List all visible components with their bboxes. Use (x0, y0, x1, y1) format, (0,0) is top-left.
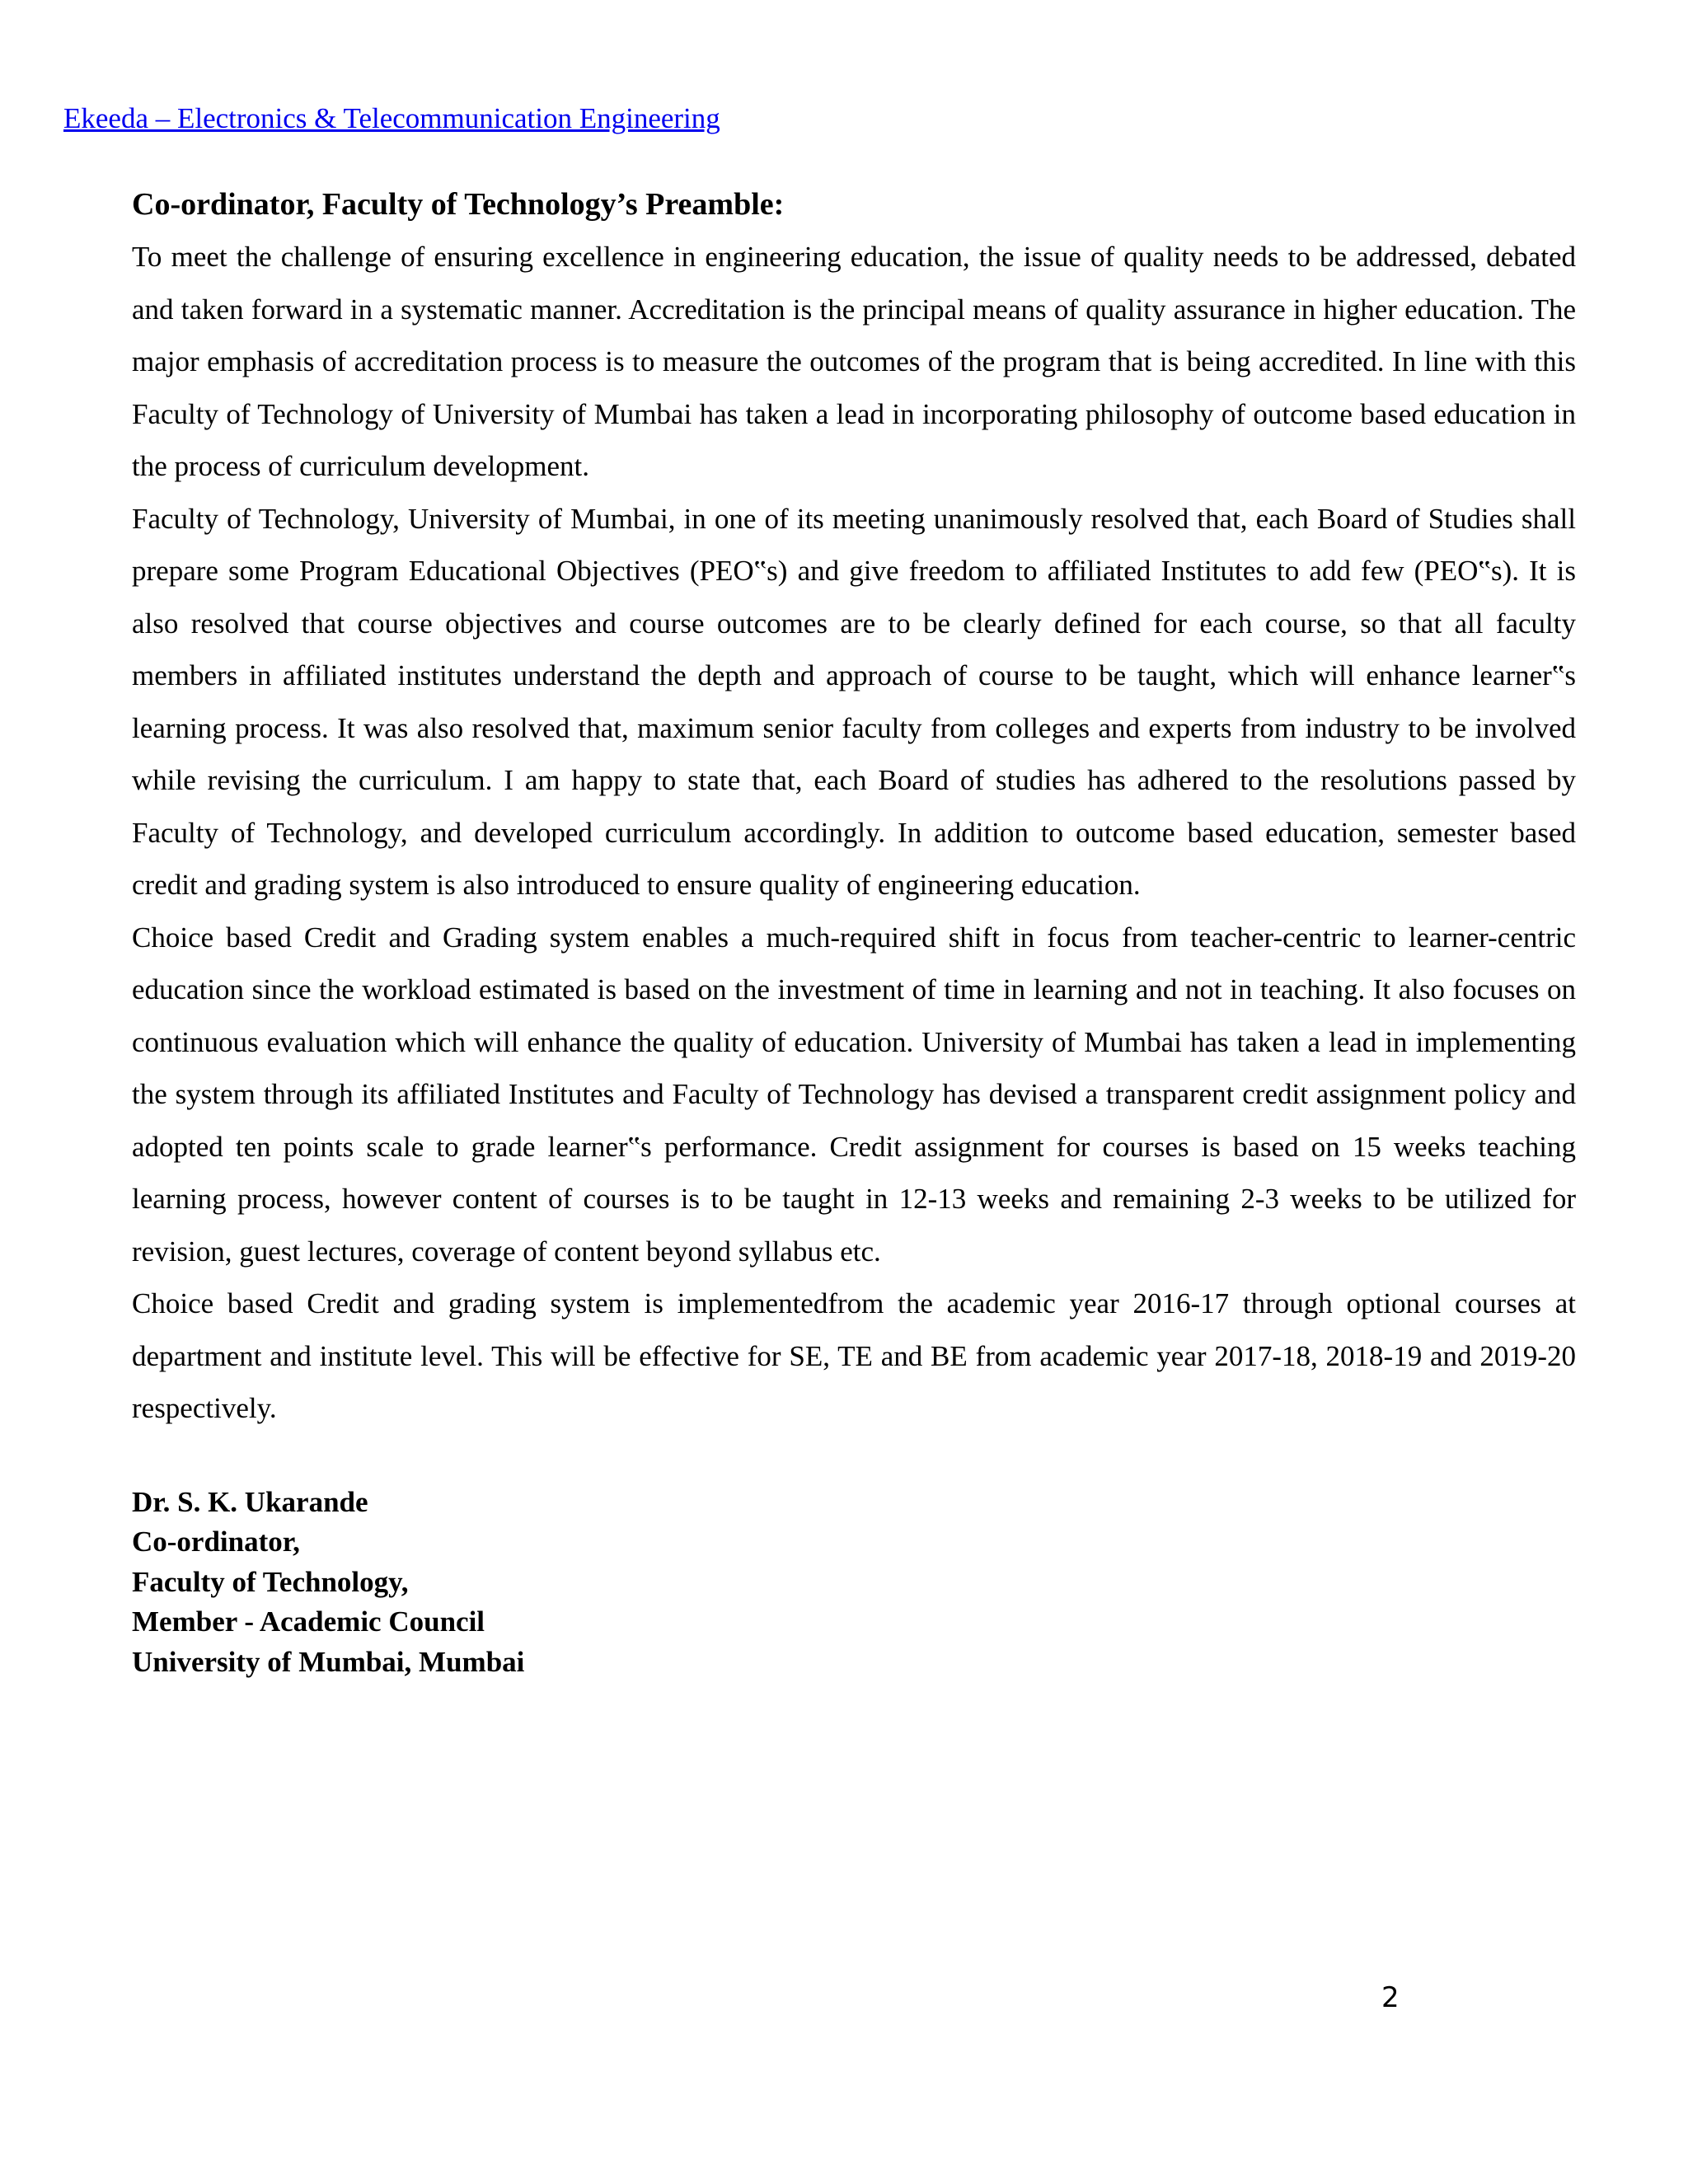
signature-role: Co-ordinator, (132, 1526, 300, 1558)
document-body (132, 181, 1576, 1682)
paragraph-1: To meet the challenge of ensuring excellence in engineering education, the issue of quality needs to be addressed, debated and taken forward in a systematic manner. Accreditation is the principal means of quality assurance in higher education. The major emphasis of accreditation process is to measure the outcomes of the program that is being accredited. In line with this Faculty of Technology of University of Mumbai has taken a lead in incorporating philosophy of outcome based education in the process of curriculum development. (132, 241, 1576, 482)
paragraph-2: Faculty of Technology, University of Mumbai, in one of its meeting unanimously resolved that, each Board of Studies shall prepare some Program Educational Objectives (PEO‟s) and give freedom to affiliated Institutes to add few (PEO‟s). It is also resolved that course objectives and course outcomes are to be clearly defined for each course, so that all faculty members in affiliated institutes understand the depth and approach of course to be taught, which will enhance learner‟s learning process. It was also resolved that, maximum senior faculty from colleges and experts from industry to be involved while revising the curriculum. I am happy to state that, each Board of studies has adhered to the resolutions passed by Faculty of Technology, and developed curriculum accordingly. In addition to outcome based education, semester based credit and grading system is also introduced to ensure quality of engineering education. (132, 502, 1576, 901)
signature-member: Member - Academic Council (132, 1605, 485, 1638)
header-link[interactable]: Ekeeda – Electronics & Telecommunication Engineering (63, 102, 720, 134)
signature-block (132, 1483, 1576, 1683)
page-number: 2 (1381, 1981, 1400, 2014)
signature-name: Dr. S. K. Ukarande (132, 1485, 368, 1518)
paragraph-3: Choice based Credit and Grading system enables a much-required shift in focus from teacher-centric to learner-centric education since the workload estimated is based on the investment of time in learning and not in teaching. It also focuses on continuous evaluation which will enhance the quality of education. University of Mumbai has taken a lead in implementing the system through its affiliated Institutes and Faculty of Technology has devised a transparent credit assignment policy and adopted ten points scale to grade learner‟s performance. Credit assignment for courses is based on 15 weeks teaching learning process, however content of courses is to be taught in 12-13 weeks and remaining 2-3 weeks to be utilized for revision, guest lectures, coverage of content beyond syllabus etc. (132, 921, 1576, 1268)
paragraph-4: Choice based Credit and grading system is implementedfrom the academic year 2016-17 through optional courses at department and institute level. This will be effective for SE, TE and BE from academic year 2017-18, 2018-19 and 2019-20 respectively. (132, 1287, 1576, 1424)
signature-university: University of Mumbai, Mumbai (132, 1645, 525, 1678)
signature-faculty: Faculty of Technology, (132, 1565, 409, 1598)
page-title: Co-ordinator, Faculty of Technology’s Preamble: (132, 187, 785, 222)
